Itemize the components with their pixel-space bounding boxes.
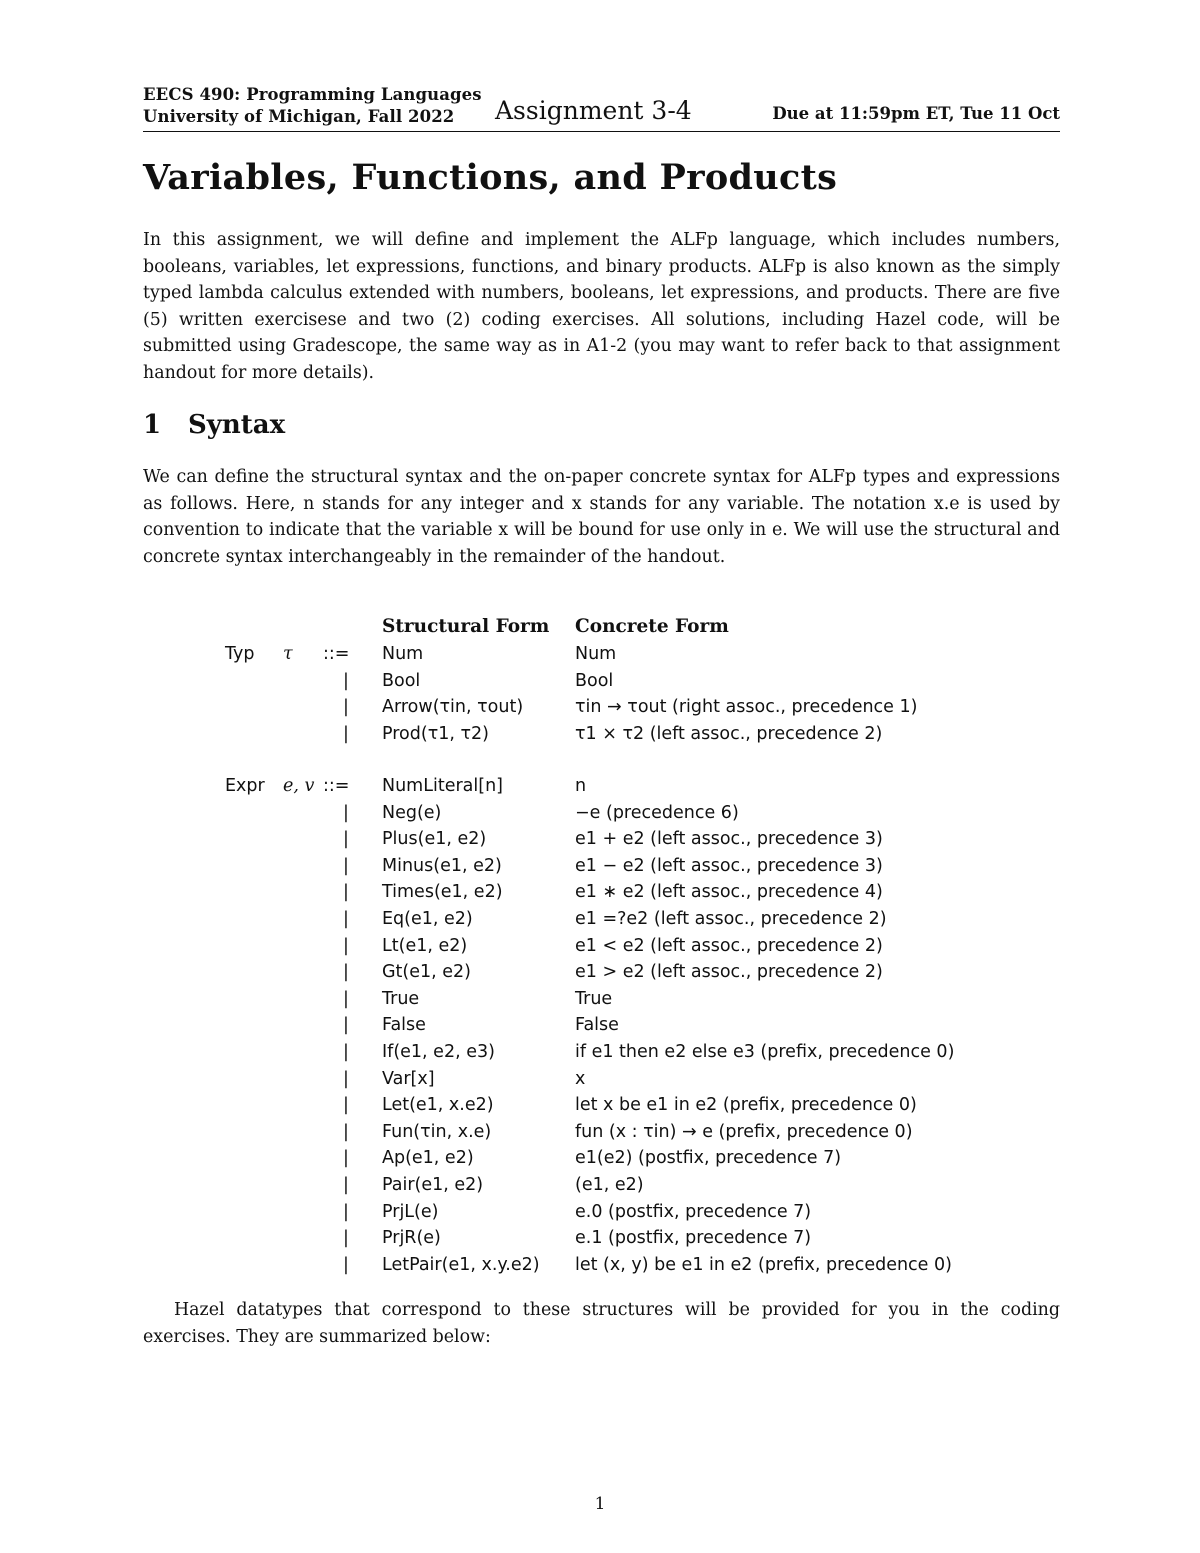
concrete-form: e1 =?e2 (left assoc., precedence 2) [575,909,887,929]
typ-metavariable: τ [283,644,293,664]
structural-form: Lt(e1, e2) [382,935,468,956]
structural-form: Neg(e) [382,802,442,823]
alternative-bar: | [343,1068,349,1089]
structural-form: False [382,1015,426,1036]
structural-form: LetPair(e1, x.y.e2) [382,1254,540,1275]
alternative-bar: | [343,855,349,876]
page-title: Variables, Functions, and Products [143,157,838,198]
concrete-form: let x be e1 in e2 (prefix, precedence 0) [575,1095,917,1116]
alternative-bar: | [343,802,349,823]
alternative-bar: | [343,1015,349,1036]
header-rule [143,131,1060,132]
structural-form: Ap(e1, e2) [382,1148,474,1169]
structural-form: Eq(e1, e2) [382,909,473,929]
alternative-bar: | [343,1095,349,1116]
syntax-paragraph: We can define the structural syntax and the on-paper concrete syntax for ALFp types and expressions as follows. Here, n stands for any integer and x stands for any variable. The notation x.e is used by convention to indicate that the variable x will be bound for use only in e. We will use the structural and concrete syntax interchangeably in the remainder of the handout. [143,467,1060,567]
page-number: 1 [594,1494,606,1514]
concrete-form: e.0 (postfix, precedence 7) [575,1201,812,1222]
structural-form-header: Structural Form [382,616,550,637]
alternative-bar: | [343,829,349,850]
structural-form: Minus(e1, e2) [382,855,502,876]
section-title: Syntax [188,410,286,440]
structural-form: PrjL(e) [382,1201,439,1222]
university: University of Michigan, Fall 2022 [143,107,455,126]
structural-form: Times(e1, e2) [382,882,503,903]
structural-form: Num [382,644,424,664]
structural-form: Gt(e1, e2) [382,962,472,983]
structural-form: Var[x] [382,1068,435,1089]
concrete-form: (e1, e2) [575,1175,644,1195]
concrete-form: e1 − e2 (left assoc., precedence 3) [575,855,883,876]
alternative-bar: | [343,1121,349,1142]
structural-form: If(e1, e2, e3) [382,1042,495,1062]
alternative-bar: | [343,1042,349,1062]
closing-paragraph: Hazel datatypes that correspond to these structures will be provided for you in the coding exercises. They are summarized below: [143,1300,1060,1347]
concrete-form: if e1 then e2 else e3 (prefix, precedence 0) [575,1042,955,1062]
concrete-form: Bool [575,670,614,691]
concrete-form-header: Concrete Form [575,616,729,637]
structural-form: Let(e1, x.e2) [382,1095,494,1116]
concrete-form: e1 > e2 (left assoc., precedence 2) [575,962,883,983]
structural-form: NumLiteral[n] [382,776,503,796]
course-name: EECS 490: Programming Languages [143,85,482,104]
concrete-form: x [575,1068,586,1089]
alternative-bar: | [343,962,349,983]
structural-form: Prod(τ1, τ2) [382,723,489,744]
concrete-form: e.1 (postfix, precedence 7) [575,1228,812,1249]
alternative-bar: | [343,670,349,691]
alternative-bar: | [343,723,349,744]
concrete-form: e1(e2) (postfix, precedence 7) [575,1148,842,1169]
alternative-bar: | [343,909,349,929]
alternative-bar: | [343,882,349,903]
defines-operator: ::= [323,776,350,796]
structural-form: PrjR(e) [382,1228,441,1249]
expr-category: Expr [225,776,265,796]
concrete-form: τin → τout (right assoc., precedence 1) [575,697,918,718]
alternative-bar: | [343,1254,349,1275]
section-heading [143,410,285,440]
concrete-form: False [575,1015,619,1036]
concrete-form: n [575,776,587,796]
due-date: Due at 11:59pm ET, Tue 11 Oct [772,104,1060,123]
alternative-bar: | [343,1175,349,1195]
expr-metavariable: e, v [283,776,315,796]
header-left [143,84,482,128]
concrete-form: Num [575,644,617,664]
structural-form: Fun(τin, x.e) [382,1121,492,1142]
concrete-form: e1 + e2 (left assoc., precedence 3) [575,829,883,850]
concrete-form: −e (precedence 6) [575,802,739,823]
defines-operator: ::= [323,644,350,664]
alternative-bar: | [343,935,349,956]
structural-form: Bool [382,670,421,691]
concrete-form: let (x, y) be e1 in e2 (prefix, precedence 0) [575,1254,952,1275]
structural-form: Arrow(τin, τout) [382,697,524,718]
section-number: 1 [143,410,162,440]
assignment-label: Assignment 3-4 [495,96,692,125]
concrete-form: e1 ∗ e2 (left assoc., precedence 4) [575,882,883,903]
concrete-form: fun (x : τin) → e (prefix, precedence 0) [575,1121,913,1142]
alternative-bar: | [343,1148,349,1169]
concrete-form: e1 < e2 (left assoc., precedence 2) [575,935,883,956]
alternative-bar: | [343,1228,349,1249]
alternative-bar: | [343,1201,349,1222]
alternative-bar: | [343,697,349,718]
intro-paragraph: In this assignment, we will define and implement the ALFp language, which includes numbers, booleans, variables, let expressions, functions, and binary products. ALFp is also known as the simply typed lambda calculus extended with numbers, booleans, let expressions, and products. There are five (5) written exercisese and two (2) coding exercises. All solutions, including Hazel code, will be submitted using Gradescope, the same way as in A1-2 (you may want to refer back to that assignment handout for more details). [143,230,1060,383]
alternative-bar: | [343,988,349,1009]
structural-form: Plus(e1, e2) [382,829,487,850]
structural-form: True [382,988,420,1009]
concrete-form: τ1 × τ2 (left assoc., precedence 2) [575,723,883,744]
structural-form: Pair(e1, e2) [382,1175,484,1195]
concrete-form: True [575,988,613,1009]
typ-category: Typ [225,644,255,664]
